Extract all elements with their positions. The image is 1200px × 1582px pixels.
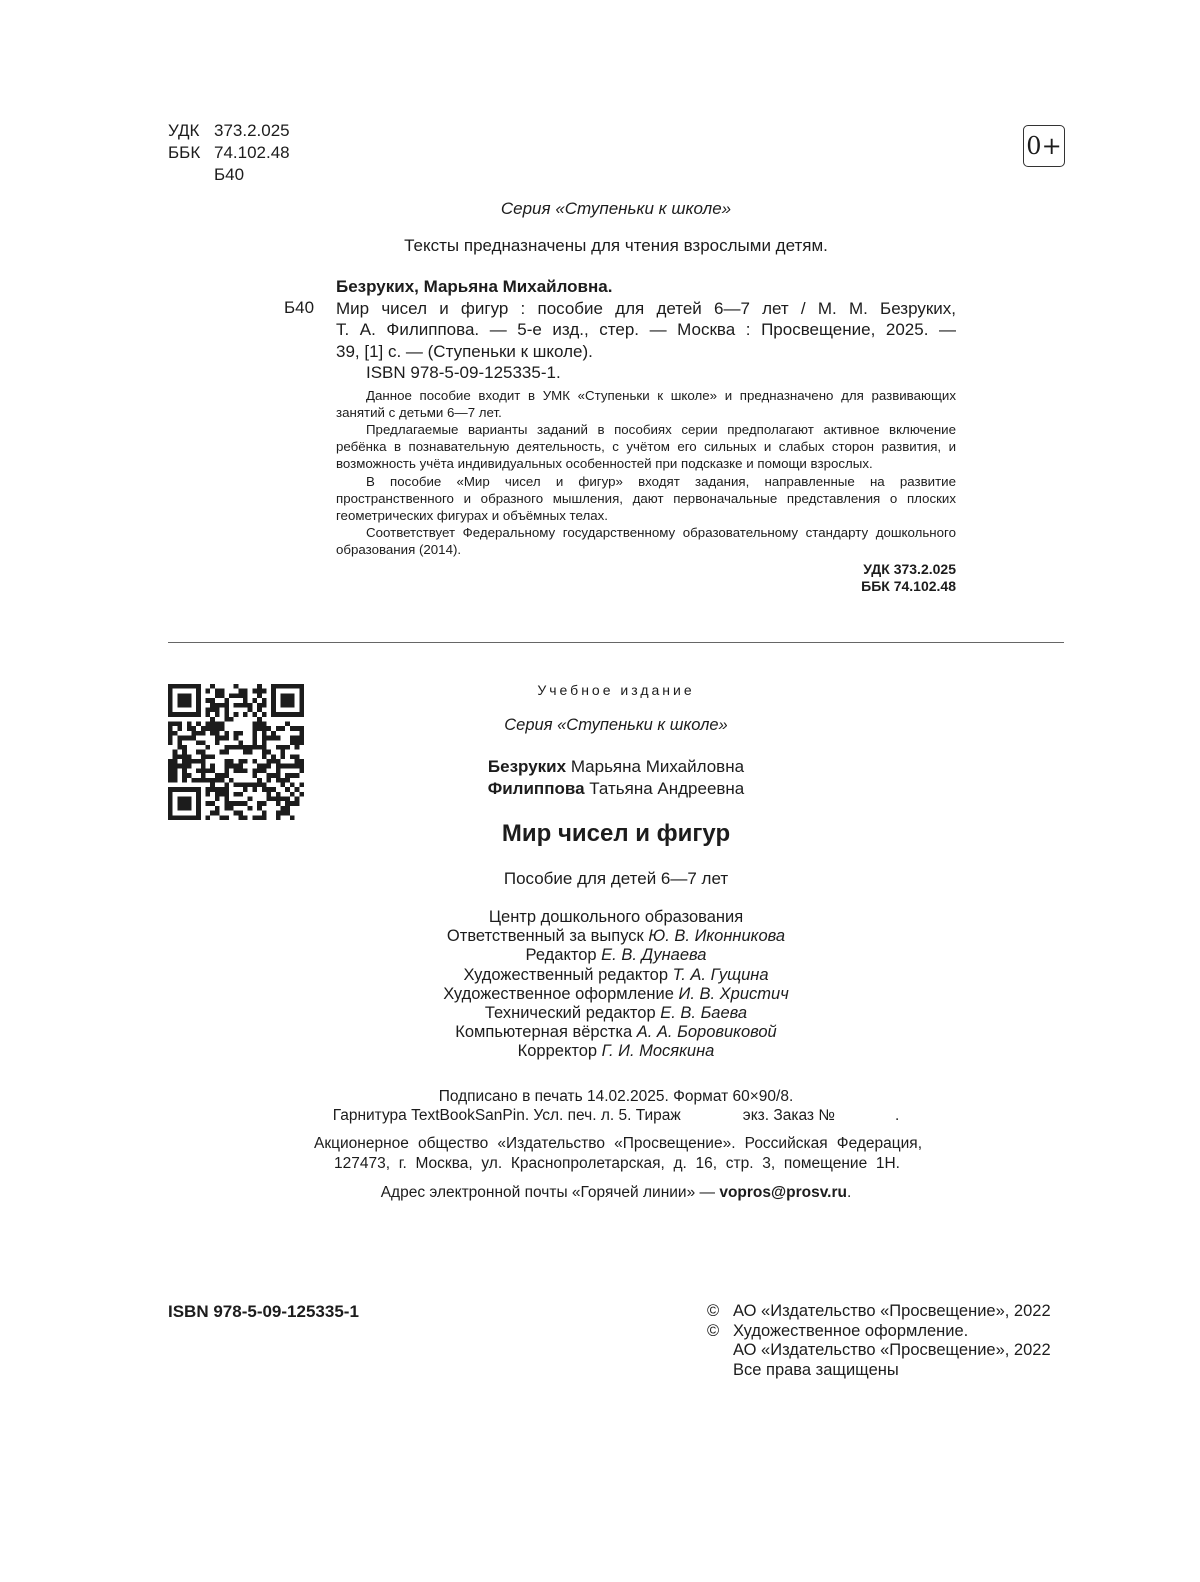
edition-kind: Учебное издание: [537, 682, 695, 698]
copyright-symbol: ©: [707, 1321, 720, 1340]
print-line1: Подписано в печать 14.02.2025. Формат 60×90/8.: [438, 1088, 794, 1105]
author1-surname: Безруких: [487, 757, 567, 776]
imprint-series: Серия «Ступеньки к школе»: [504, 716, 728, 734]
copyright-block: [707, 1302, 1051, 1380]
series-title: Серия «Ступеньки к школе»: [500, 199, 732, 218]
credit-row: [0, 1042, 1200, 1061]
print-line2-b: экз. Заказ №: [742, 1107, 835, 1124]
email-end: .: [846, 1184, 852, 1201]
section-divider: [168, 642, 1064, 643]
credit-role: Компьютерная вёрстка: [455, 1023, 633, 1042]
copyright-line2: Художественное оформление.: [733, 1321, 969, 1340]
print-info: [0, 1087, 1200, 1125]
hotline-email: [0, 1184, 1200, 1202]
credit-role: Технический редактор: [484, 1004, 656, 1023]
credit-row: [0, 927, 1200, 946]
credit-name: Т. А. Гущина: [672, 965, 769, 984]
credit-row: [0, 966, 1200, 985]
qr-code-icon: [168, 684, 304, 820]
catalog-isbn: ISBN 978-5-09-125335-1.: [366, 363, 561, 382]
age-rating-badge: 0+: [1023, 125, 1065, 167]
catalog-bbk: ББК 74.102.48: [861, 578, 956, 595]
email-link[interactable]: vopros@prosv.ru: [719, 1184, 847, 1201]
catalog-annotation-4: Соответствует Федеральному государственному образовательному стандарту дошкольного образования (2014).: [336, 525, 956, 558]
credits-block: [0, 908, 1200, 1062]
credit-role: Корректор: [517, 1042, 598, 1061]
credit-role: Редактор: [525, 946, 597, 965]
book-subtitle: Пособие для детей 6—7 лет: [503, 869, 729, 888]
classification-codes: [168, 120, 290, 186]
author2-surname: Филиппова: [487, 778, 585, 798]
catalog-desc-line3: 39, [1] с. — (Ступеньки к школе).: [336, 341, 593, 361]
udk-label: УДК: [168, 121, 200, 140]
catalog-annotation-1: Данное пособие входит в УМК «Ступеньки к школе» и предназначено для развивающих занятий с детьми 6—7 лет.: [336, 387, 956, 420]
catalog-annotation-3: В пособие «Мир чисел и фигур» входят задания, направленные на развитие пространственного и образного мышления, дают первоначальные представления о плоских геометрических фигурах и объёмных телах.: [336, 473, 956, 523]
credit-role: Ответственный за выпуск: [446, 927, 644, 946]
publishing-center: Центр дошкольного образования: [488, 908, 744, 926]
credit-row: [0, 985, 1200, 1004]
imprint-authors: [0, 756, 1200, 799]
catalog-desc-line2: Т. А. Филиппова. — 5-е изд., стер. — Москва : Просвещение, 2025. —: [336, 320, 956, 339]
catalog-desc-line1: Мир чисел и фигур : пособие для детей 6—7 лет / М. М. Безруких,: [336, 298, 956, 318]
credit-name: Г. И. Мосякина: [601, 1042, 715, 1061]
author-mark: Б40: [214, 165, 245, 184]
credit-name: И. В. Христич: [678, 984, 789, 1003]
catalog-author-mark: Б40: [284, 298, 315, 317]
catalog-card: [336, 276, 956, 596]
credit-row: [0, 1004, 1200, 1023]
copyright-line4: Все права защищены: [733, 1360, 899, 1379]
bbk-value: 74.102.48: [214, 143, 290, 162]
credit-name: Е. В. Дунаева: [601, 946, 707, 965]
credit-name: А. А. Боровиковой: [636, 1023, 777, 1042]
publisher-line1: Акционерное общество «Издательство «Просвещение». Российская Федерация,: [314, 1135, 922, 1152]
email-label: Адрес электронной почты «Горячей линии» —: [380, 1184, 716, 1201]
copyright-line1: АО «Издательство «Просвещение», 2022: [733, 1302, 1051, 1320]
catalog-author-heading: Безруких, Марьяна Михайловна.: [336, 277, 613, 296]
credit-name: Ю. В. Иконникова: [648, 927, 786, 946]
udk-value: 373.2.025: [214, 121, 290, 140]
publisher-address: [314, 1134, 922, 1174]
credit-row: [0, 946, 1200, 965]
catalog-annotation-2: Предлагаемые варианты заданий в пособиях серии предполагают активное включение ребёнка в познавательную деятельность, с учётом его сильных и слабых сторон развития, и возможность учёта индивидуальных особенностей при подсказке и помощи взрослых.: [336, 421, 956, 472]
credit-role: Художественное оформление: [443, 984, 674, 1003]
catalog-udk: УДК 373.2.025: [863, 560, 956, 577]
isbn-bottom: ISBN 978-5-09-125335-1: [168, 1302, 359, 1321]
bbk-label: ББК: [168, 143, 201, 162]
copyright-symbol: ©: [707, 1302, 720, 1320]
author1-name: Марьяна Михайловна: [570, 757, 745, 776]
copyright-line3: АО «Издательство «Просвещение», 2022: [733, 1341, 1051, 1360]
credit-role: Художественный редактор: [463, 965, 669, 984]
book-title: Мир чисел и фигур: [501, 820, 731, 847]
print-line2-c: .: [894, 1107, 900, 1124]
credit-name: Е. В. Баева: [660, 1004, 748, 1023]
publisher-line2: 127473, г. Москва, ул. Краснопролетарская, д. 16, стр. 3, помещение 1Н.: [334, 1155, 900, 1172]
author2-name: Татьяна Андреевна: [589, 778, 745, 798]
credit-row: [0, 1023, 1200, 1042]
print-line2-a: Гарнитура TextBookSanPin. Усл. печ. л. 5. Тираж: [332, 1107, 681, 1124]
reading-note: Тексты предназначены для чтения взрослыми детям.: [404, 236, 828, 255]
